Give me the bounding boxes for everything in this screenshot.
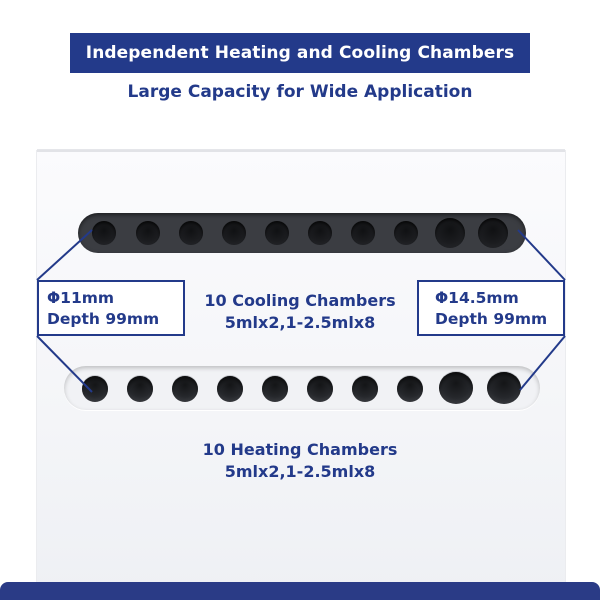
heating-chamber-hole bbox=[487, 372, 521, 404]
cooling-chamber-hole bbox=[265, 221, 289, 245]
cooling-chamber-hole bbox=[92, 221, 116, 245]
device-bottom-band bbox=[0, 582, 600, 600]
title-banner bbox=[70, 33, 530, 73]
heating-chamber-hole bbox=[217, 376, 243, 402]
heating-chamber-hole bbox=[172, 376, 198, 402]
heating-chamber-hole bbox=[262, 376, 288, 402]
heating-chambers-label bbox=[190, 439, 410, 483]
page-title: Independent Heating and Cooling Chambers bbox=[85, 43, 515, 63]
cooling-chamber-hole bbox=[435, 218, 465, 248]
cooling-chamber-hole bbox=[222, 221, 246, 245]
heating-chamber-hole bbox=[397, 376, 423, 402]
cooling-chambers-label bbox=[190, 290, 410, 334]
cooling-chamber-hole bbox=[308, 221, 332, 245]
cooling-chambers-spec: 5mlx2,1-2.5mlx8 bbox=[224, 313, 376, 332]
cooling-chamber-hole bbox=[136, 221, 160, 245]
cooling-chamber-hole bbox=[478, 218, 508, 248]
heating-chamber-hole bbox=[439, 372, 473, 404]
hole-depth-label: Depth 99mm bbox=[435, 310, 548, 328]
cooling-chamber-hole bbox=[179, 221, 203, 245]
cooling-chamber-hole bbox=[394, 221, 418, 245]
heating-chamber-hole bbox=[352, 376, 378, 402]
heating-chambers-spec: 5mlx2,1-2.5mlx8 bbox=[224, 462, 376, 481]
heating-chamber-hole bbox=[307, 376, 333, 402]
hole-diameter-label: Φ14.5mm bbox=[435, 289, 519, 307]
hole-diameter-label: Φ11mm bbox=[47, 289, 115, 307]
cooling-chamber-hole bbox=[351, 221, 375, 245]
large-hole-spec-callout bbox=[417, 280, 565, 336]
cooling-chambers-title: 10 Cooling Chambers bbox=[204, 291, 396, 310]
page-subtitle: Large Capacity for Wide Application bbox=[127, 82, 473, 102]
device-edge bbox=[37, 150, 565, 152]
cooling-hole-spec-callout bbox=[37, 280, 185, 336]
hole-depth-label: Depth 99mm bbox=[47, 310, 160, 328]
heating-chamber-hole bbox=[127, 376, 153, 402]
heating-chambers-title: 10 Heating Chambers bbox=[202, 440, 398, 459]
heating-chamber-hole bbox=[82, 376, 108, 402]
